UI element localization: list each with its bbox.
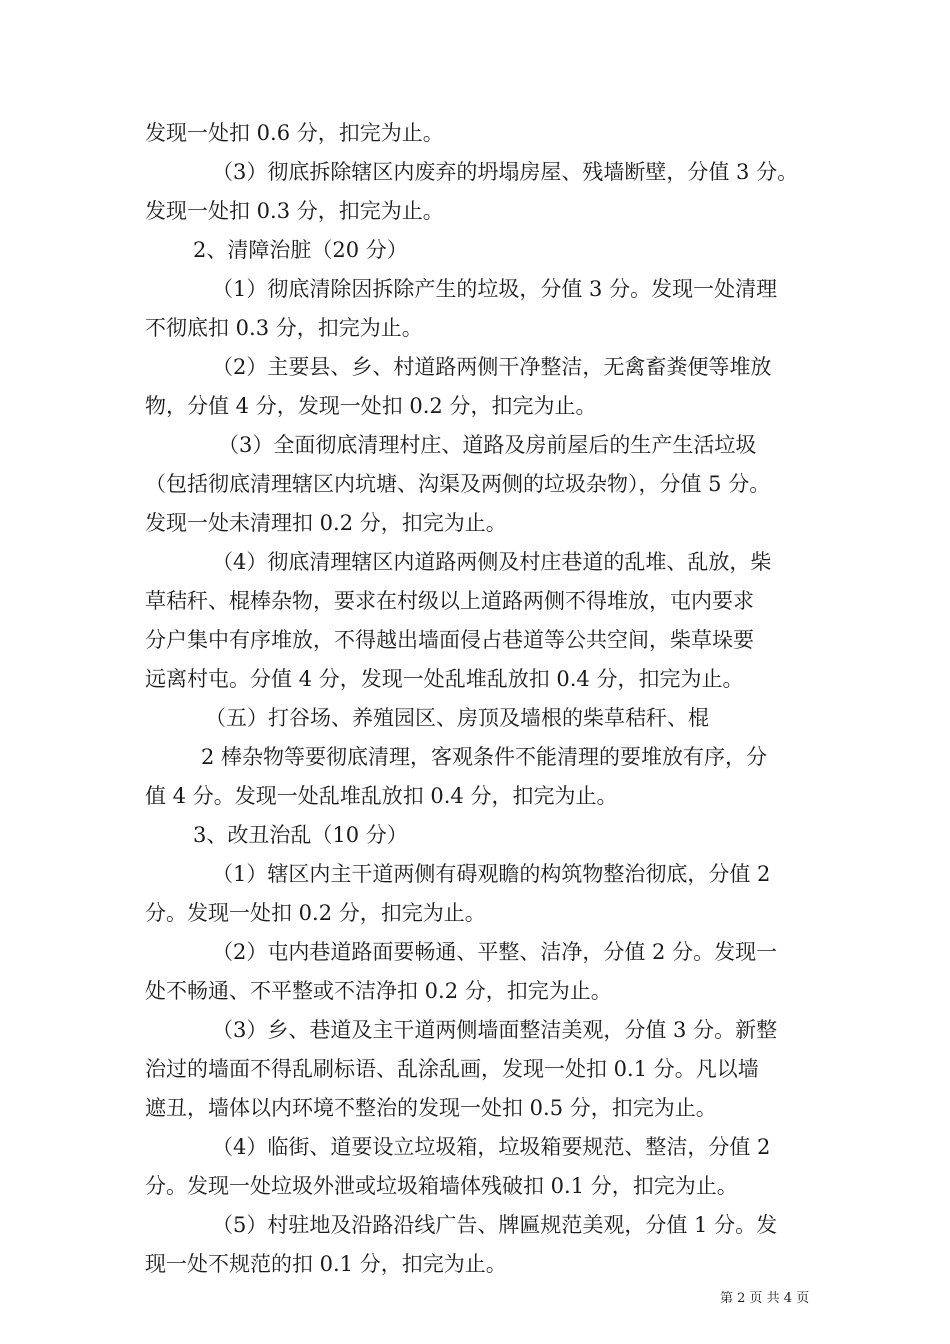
text-line: （五）打谷场、养殖园区、房顶及墙根的柴草秸秆、棍	[205, 706, 709, 730]
text-line: 远离村屯。分值 4 分，发现一处乱堆乱放扣 0.4 分，扣完为止。	[145, 667, 744, 691]
text-line: （4）彻底清理辖区内道路两侧及村庄巷道的乱堆、乱放，柴	[212, 550, 772, 574]
text-line: 分。发现一处垃圾外泄或垃圾箱墙体残破扣 0.1 分，扣完为止。	[145, 1174, 738, 1198]
text-line: （4）临街、道要设立垃圾箱，垃圾箱要规范、整洁，分值 2	[212, 1135, 771, 1159]
text-line: 不彻底扣 0.3 分，扣完为止。	[145, 316, 423, 340]
text-line: 2 棒杂物等要彻底清理，客观条件不能清理的要堆放有序，分	[201, 745, 768, 769]
text-line: 遮丑，墙体以内环境不整治的发现一处扣 0.5 分，扣完为止。	[145, 1096, 717, 1120]
text-line: 发现一处扣 0.3 分，扣完为止。	[145, 199, 444, 223]
text-line: （2）主要县、乡、村道路两侧干净整洁，无禽畜粪便等堆放	[212, 355, 772, 379]
text-line: 发现一处未清理扣 0.2 分，扣完为止。	[145, 511, 507, 535]
text-line: （1）彻底清除因拆除产生的垃圾，分值 3 分。发现一处清理	[212, 277, 778, 301]
text-line: 处不畅通、不平整或不洁净扣 0.2 分，扣完为止。	[145, 979, 612, 1003]
text-line: 分户集中有序堆放，不得越出墙面侵占巷道等公共空间，柴草垛要	[145, 628, 754, 652]
text-line: 物，分值 4 分，发现一处扣 0.2 分，扣完为止。	[145, 394, 597, 418]
text-line: （3）乡、巷道及主干道两侧墙面整洁美观，分值 3 分。新整	[212, 1018, 778, 1042]
text-line: 值 4 分。发现一处乱堆乱放扣 0.4 分，扣完为止。	[145, 784, 618, 808]
text-line: 治过的墙面不得乱刷标语、乱涂乱画，发现一处扣 0.1 分。凡以墙	[145, 1057, 759, 1081]
text-line: 发现一处扣 0.6 分，扣完为止。	[145, 121, 444, 145]
text-line: （包括彻底清理辖区内坑塘、沟渠及两侧的垃圾杂物），分值 5 分。	[145, 472, 771, 496]
section-heading: 2、清障治脏（20 分）	[193, 238, 408, 262]
section-heading: 3、改丑治乱（10 分）	[193, 823, 408, 847]
text-line: 分。发现一处扣 0.2 分，扣完为止。	[145, 901, 486, 925]
text-line: （3）彻底拆除辖区内废弃的坍塌房屋、残墙断壁，分值 3 分。	[212, 160, 799, 184]
text-line: （3）全面彻底清理村庄、道路及房前屋后的生产生活垃圾	[218, 433, 757, 457]
text-line: （5）村驻地及沿路沿线广告、牌匾规范美观，分值 1 分。发	[212, 1213, 778, 1237]
text-line: 现一处不规范的扣 0.1 分，扣完为止。	[145, 1252, 507, 1276]
text-line: （1）辖区内主干道两侧有碍观瞻的构筑物整治彻底，分值 2	[212, 862, 771, 886]
text-line: 草秸秆、棍棒杂物，要求在村级以上道路两侧不得堆放，屯内要求	[145, 589, 754, 613]
page-number: 第 2 页 共 4 页	[720, 1291, 810, 1306]
text-line: （2）屯内巷道路面要畅通、平整、洁净，分值 2 分。发现一	[212, 940, 778, 964]
